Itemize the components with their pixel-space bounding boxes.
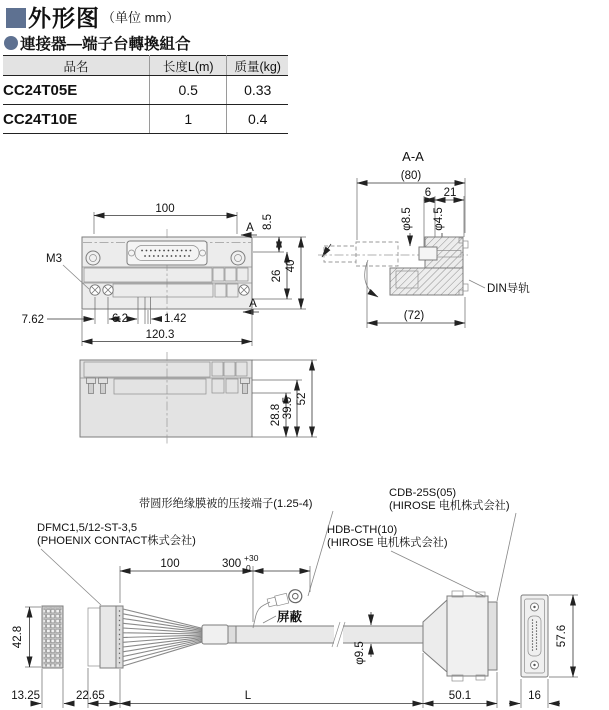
ring-terminal <box>267 588 304 609</box>
unit-note: （单位 mm） <box>102 10 180 25</box>
crimp-terminal-label: 带圆形绝缘膜被的压接端子(1.25-4) <box>139 498 313 510</box>
crimp-leader <box>308 511 333 596</box>
dim-40: 40 <box>285 259 297 273</box>
product-name: CC24T05E <box>3 76 150 105</box>
din-leader <box>469 280 485 288</box>
dim-13-25: 13.25 <box>11 690 40 702</box>
col-header-length: 长度L(m) <box>150 56 227 76</box>
section-label-a-top: A <box>246 222 254 234</box>
hood-front-plate <box>488 602 497 670</box>
dim-39-5: 39.5 <box>282 396 294 420</box>
cable-bushing <box>228 626 236 643</box>
dim-6: 6 <box>424 187 432 199</box>
dim-8-5: 8.5 <box>262 214 274 230</box>
dim-72: (72) <box>403 310 425 322</box>
dim-50-1: 50.1 <box>448 690 472 702</box>
product-table <box>3 55 288 134</box>
label-m3: M3 <box>46 253 62 265</box>
dim-21: 21 <box>443 187 457 199</box>
mount-screw-right <box>231 251 245 265</box>
shield-leader <box>263 616 276 623</box>
shield-label: 屏蔽 <box>277 610 303 624</box>
dim-22-65: 22.65 <box>76 690 105 702</box>
section-label-a-bottom: A <box>249 298 257 310</box>
mating-connector-phantom <box>322 242 398 266</box>
hdb-leader <box>391 551 486 597</box>
bullet-circle-icon <box>4 36 18 50</box>
dim-52: 52 <box>296 392 308 406</box>
dfmc-leader <box>41 549 101 605</box>
dim-300-tol-upper: +30 <box>244 553 259 563</box>
dim-28-8: 28.8 <box>270 403 282 427</box>
dsub-connector-topview <box>127 241 207 265</box>
din-rail-label: DIN导轨 <box>487 283 530 295</box>
title-square-icon <box>6 8 26 28</box>
dia-8-5: φ8.5 <box>401 207 413 231</box>
hdb-model-label: HDB-CTH(10) <box>327 524 398 536</box>
cdb-model-label: CDB-25S(05) <box>389 487 457 499</box>
dim-80: (80) <box>400 170 422 182</box>
dim-L: L <box>244 690 252 702</box>
section-title: A-A <box>402 149 424 164</box>
mount-screw-left <box>86 251 100 265</box>
table-row <box>3 105 288 134</box>
clamp-screw-icon <box>239 285 249 295</box>
clamp-screw-icon <box>90 285 100 295</box>
product-length: 0.5 <box>150 76 227 105</box>
dim-16: 16 <box>528 690 541 702</box>
cable-body <box>236 626 423 643</box>
screw-counterbore <box>419 247 437 260</box>
side-view-drawing <box>80 352 317 445</box>
plug-end-view <box>42 606 63 668</box>
dim-6-2: 6.2 <box>112 313 128 325</box>
page-title-block <box>6 5 179 31</box>
dim-42-8: 42.8 <box>12 625 24 649</box>
dsub-end-view <box>521 595 548 677</box>
col-header-name: 品名 <box>3 56 150 76</box>
dim-300: 300 <box>222 558 242 570</box>
table-header-row <box>3 56 288 76</box>
dia-9-5: φ9.5 <box>354 641 366 665</box>
product-name: CC24T10E <box>3 105 150 134</box>
dim-100-cable: 100 <box>160 558 180 570</box>
cdb-mfr-label: (HIROSE 电机株式会社) <box>389 500 510 512</box>
dim-120-3: 120.3 <box>145 329 175 341</box>
page-title: 外形图 <box>28 5 100 31</box>
clamp-screw-icon <box>103 285 113 295</box>
din-rail-tab <box>463 241 468 248</box>
din-rail-tab <box>463 284 468 291</box>
section-subtitle-block <box>4 32 191 54</box>
product-weight: 0.33 <box>227 76 288 105</box>
cable-drawing <box>11 487 578 708</box>
dia-4-5: φ4.5 <box>433 207 445 231</box>
cdb-leader <box>497 513 516 601</box>
dfmc-mfr-label: (PHOENIX CONTACT株式会社) <box>37 535 196 547</box>
table-row <box>3 76 288 105</box>
dim-100-lines <box>94 212 237 234</box>
section-body <box>365 237 468 297</box>
dfmc-model-label: DFMC1,5/12-ST-3,5 <box>37 522 138 534</box>
dim-42-8-lines <box>25 607 41 667</box>
dim-1-42: 1.42 <box>164 313 187 325</box>
section-view-drawing <box>318 149 530 328</box>
hdb-mfr-label: (HIROSE 电机株式会社) <box>327 537 448 549</box>
section-subtitle: 連接器—端子台轉換組合 <box>20 36 191 53</box>
dsub-hood <box>423 591 497 681</box>
dim-300-tol-lower: 0 <box>246 563 251 573</box>
dim-8-5-lines <box>253 237 284 252</box>
product-weight: 0.4 <box>227 105 288 134</box>
side-view-body <box>80 360 252 437</box>
technical-drawings <box>0 135 609 710</box>
cable-sleeve <box>202 625 228 644</box>
col-header-weight: 质量(kg) <box>227 56 288 76</box>
terminal-plug <box>88 606 123 668</box>
shield-wire <box>253 602 270 628</box>
product-length: 1 <box>150 105 227 134</box>
wire-fan <box>123 609 203 666</box>
dim-57-6: 57.6 <box>556 624 568 648</box>
dim-7-62: 7.62 <box>21 314 44 326</box>
dim-26: 26 <box>271 269 283 283</box>
dim-100: 100 <box>155 203 175 215</box>
top-view-drawing <box>22 203 306 346</box>
